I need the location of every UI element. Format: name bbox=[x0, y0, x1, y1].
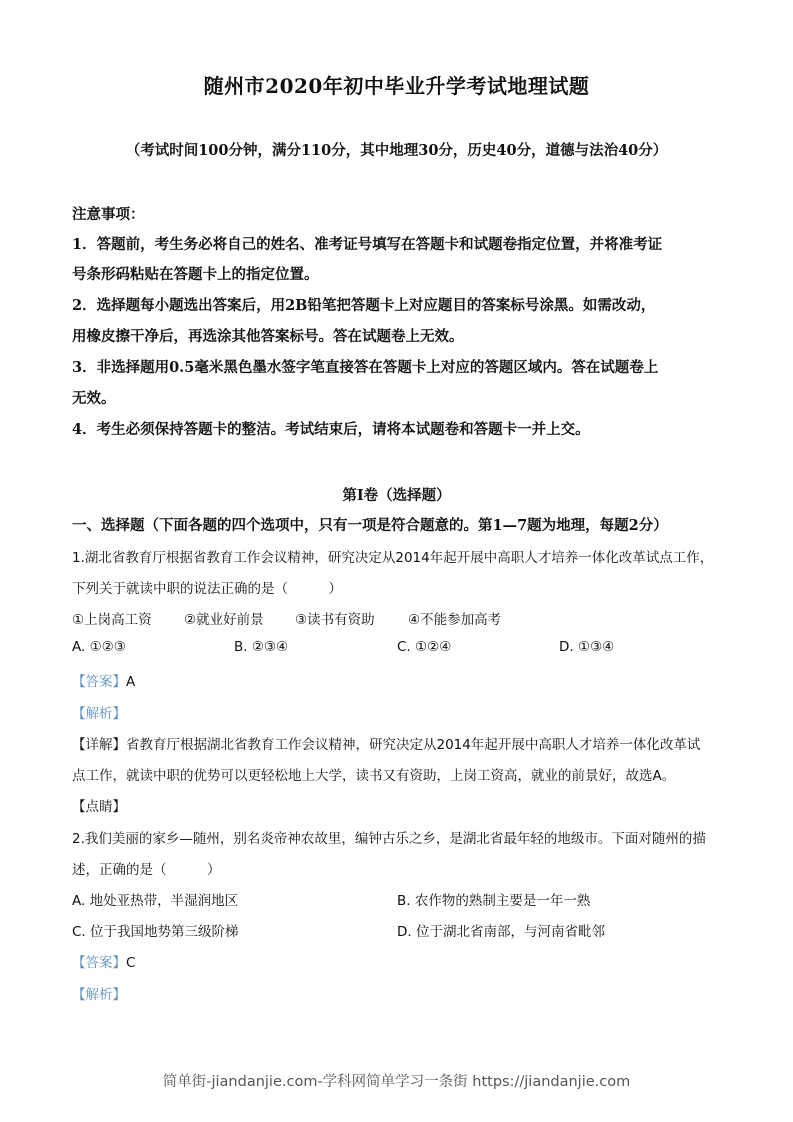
statement: ③读书有资助 bbox=[295, 612, 375, 628]
question-2-stem: 述，正确的是（ ） bbox=[72, 862, 221, 878]
notice-line: 用橡皮擦干净后，再选涂其他答案标号。答在试题卷上无效。 bbox=[72, 328, 464, 345]
comment-label: 【点睛】 bbox=[72, 799, 126, 815]
notice-line: 无效。 bbox=[72, 390, 116, 407]
question-1-stem: 1.湖北省教育厅根据省教育工作会议精神，研究决定从2014年起开展中高职人才培养一体化改革试点工作， bbox=[72, 550, 714, 566]
notice-line: 号条形码粘贴在答题卡上的指定位置。 bbox=[72, 266, 319, 283]
section-title: 第Ⅰ卷（选择题） bbox=[342, 487, 451, 504]
option-c: C. 位于我国地势第三级阶梯 bbox=[72, 924, 239, 940]
option-b: B. ②③④ bbox=[234, 639, 289, 655]
statement: ①上岗高工资 bbox=[72, 612, 152, 628]
footer-watermark: 简单街-jiandanjie.com-学科网简单学习一条街 https://jiandanjie.com bbox=[162, 1074, 631, 1090]
statement: ④不能参加高考 bbox=[408, 612, 502, 628]
answer-line bbox=[72, 951, 135, 971]
option-a: A. ①②③ bbox=[72, 639, 126, 655]
notice-line: 4．考生必须保持答题卡的整洁。考试结束后，请将本试题卷和答题卡一并上交。 bbox=[72, 421, 590, 438]
notice-line: 2．选择题每小题选出答案后，用2B铅笔把答题卡上对应题目的答案标号涂黑。如需改动， bbox=[72, 297, 656, 314]
option-b: B. 农作物的熟制主要是一年一熟 bbox=[397, 893, 591, 909]
question-2-stem: 2.我们美丽的家乡—随州，别名炎帝神农故里，编钟古乐之乡，是湖北省最年轻的地级市。下面对随州的描 bbox=[72, 831, 706, 847]
answer-label: 【答案】 bbox=[72, 955, 126, 971]
analysis-label: 【解析】 bbox=[72, 706, 126, 722]
option-a: A. 地处亚热带，半湿润地区 bbox=[72, 893, 239, 909]
answer-value: A bbox=[126, 674, 136, 690]
document-title: 随州市2020年初中毕业升学考试地理试题 bbox=[203, 74, 590, 98]
notice-heading: 注意事项： bbox=[72, 206, 145, 223]
statement: ②就业好前景 bbox=[184, 612, 264, 628]
question-1-stem: 下列关于就读中职的说法正确的是（ ） bbox=[72, 581, 342, 597]
detail-line bbox=[72, 733, 700, 753]
answer-label: 【答案】 bbox=[72, 674, 126, 690]
answer-line bbox=[72, 670, 135, 690]
notice-line: 3．非选择题用0.5毫米黑色墨水签字笔直接答在答题卡上对应的答题区域内。答在试题卷上 bbox=[72, 359, 659, 376]
detail-text: 省教育厅根据湖北省教育工作会议精神，研究决定从2014年起开展中高职人才培养一体化改革试 bbox=[126, 737, 701, 753]
option-c: C. ①②④ bbox=[397, 639, 452, 655]
exam-info: （考试时间100分钟，满分110分，其中地理30分，历史40分，道德与法治40分） bbox=[125, 142, 668, 159]
detail-line: 点工作，就读中职的优势可以更轻松地上大学，读书又有资助，上岗工资高，就业的前景好，故选A。 bbox=[72, 768, 676, 784]
section-heading: 一、选择题（下面各题的四个选项中，只有一项是符合题意的。第1—7题为地理，每题2分） bbox=[72, 517, 668, 534]
option-d: D. 位于湖北省南部，与河南省毗邻 bbox=[397, 924, 605, 940]
answer-value: C bbox=[126, 955, 136, 971]
detail-label: 【详解】 bbox=[72, 737, 126, 753]
option-d: D. ①③④ bbox=[559, 639, 615, 655]
notice-line: 1．答题前，考生务必将自己的姓名、准考证号填写在答题卡和试题卷指定位置，并将准考证 bbox=[72, 236, 663, 253]
analysis-label: 【解析】 bbox=[72, 987, 126, 1003]
